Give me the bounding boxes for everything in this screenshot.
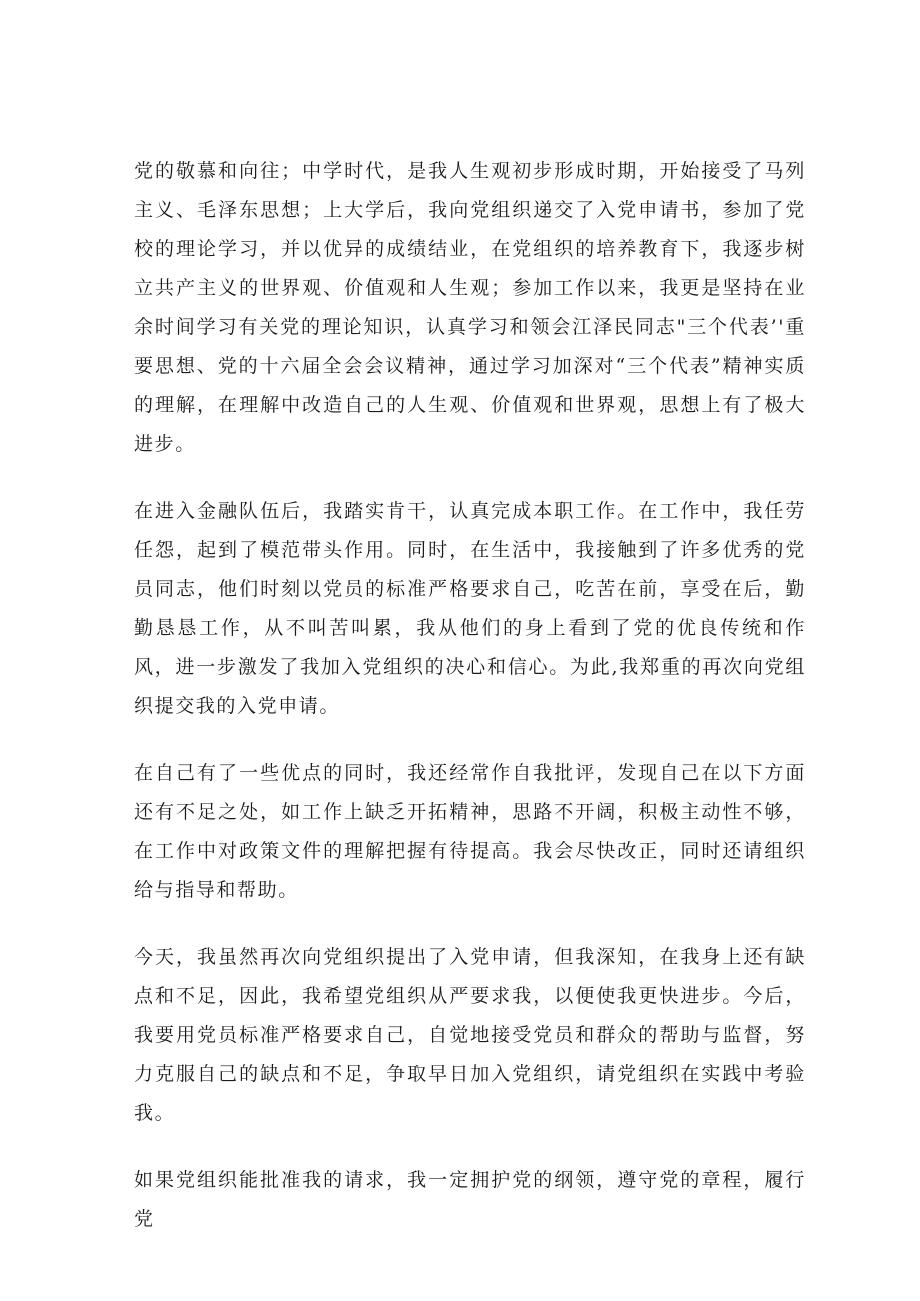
paragraph-1: 党的敬慕和向往；中学时代，是我人生观初步形成时期，开始接受了马列主义、毛泽东思想；上大学后，我向党组织递交了入党申请书，参加了党校的理论学习，并以优异的成绩结业，在党组织的培养教育下，我逐步树立共产主义的世界观、价值观和人生观；参加工作以来，我更是坚持在业余时间学习有关党的理论知识，认真学习和领会江泽民同志"三个代表’'重要思想、党的十六届全会会议精神，通过学习加深对“三个代表”精神实质的理解，在理解中改造自己的人生观、价值观和世界观，思想上有了极大进步。 <box>134 160 806 455</box>
paragraph-2: 在进入金融队伍后，我踏实肯干，认真完成本职工作。在工作中，我任劳任怨，起到了模范带头作用。同时，在生活中，我接触到了许多优秀的党员同志，他们时刻以党员的标准严格要求自己，吃苦在前，享受在后，勤勤恳恳工作，从不叫苦叫累，我从他们的身上看到了党的优良传统和作风，进一步激发了我加入党组织的决心和信心。为此,我郑重的再次向党组织提交我的入党申请。 <box>134 500 806 717</box>
paragraph-3: 在自己有了一些优点的同时，我还经常作自我批评，发现自己在以下方面还有不足之处，如工作上缺乏开拓精神，思路不开阔，积极主动性不够，在工作中对政策文件的理解把握有待提高。我会尽快改正，同时还请组织给与指导和帮助。 <box>134 762 806 901</box>
document-body <box>134 152 806 1239</box>
paragraph-4: 今天，我虽然再次向党组织提出了入党申请，但我深知，在我身上还有缺点和不足，因此，我希望党组织从严要求我，以便使我更快进步。今后，我要用党员标准严格要求自己，自觉地接受党员和群众的帮助与监督，努力克服自己的缺点和不足，争取早日加入党组织，请党组织在实践中考验我。 <box>134 946 806 1124</box>
paragraph-5: 如果党组织能批准我的请求，我一定拥护党的纲领，遵守党的章程，履行党 <box>134 1169 806 1230</box>
